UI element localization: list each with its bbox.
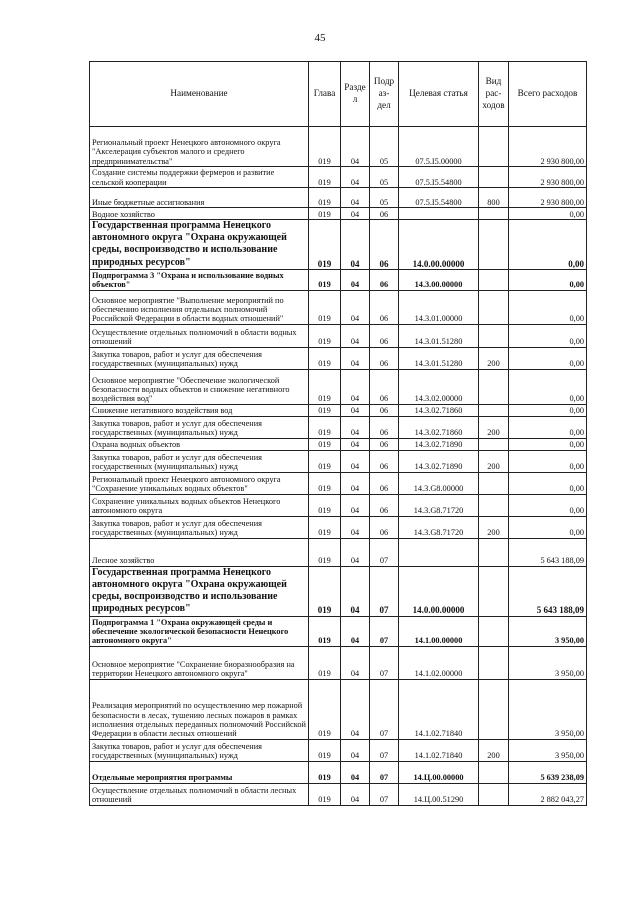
row-name: Государственная программа Ненецкого автономного округа "Охрана окружающей среды, воспроизводство и использование природных ресурсов"	[90, 220, 309, 270]
row-chapter: 019	[309, 566, 341, 616]
row-chapter: 019	[309, 324, 341, 347]
row-section: 04	[341, 416, 370, 438]
row-total: 0,00	[509, 472, 587, 494]
row-chapter: 019	[309, 188, 341, 208]
table-row	[90, 761, 587, 783]
row-subsection: 06	[370, 347, 399, 369]
table-row	[90, 494, 587, 516]
table-row	[90, 324, 587, 347]
row-total: 0,00	[509, 208, 587, 220]
row-subsection: 06	[370, 516, 399, 538]
row-section: 04	[341, 188, 370, 208]
row-expense-type	[479, 783, 509, 805]
row-target: 14.0.00.00000	[399, 220, 479, 270]
row-target: 07.5.I5.00000	[399, 127, 479, 167]
row-name: Лесное хозяйство	[90, 538, 309, 566]
row-subsection: 06	[370, 290, 399, 324]
row-subsection: 06	[370, 269, 399, 290]
row-target: 14.3.01.51280	[399, 347, 479, 369]
row-subsection: 06	[370, 369, 399, 404]
row-name: Водное хозяйство	[90, 208, 309, 220]
row-total: 0,00	[509, 324, 587, 347]
row-section: 04	[341, 761, 370, 783]
row-chapter: 019	[309, 538, 341, 566]
row-target: 14.3.02.71890	[399, 438, 479, 450]
row-chapter: 019	[309, 783, 341, 805]
row-chapter: 019	[309, 347, 341, 369]
row-total: 3 950,00	[509, 739, 587, 761]
header-name: Наименование	[90, 62, 309, 127]
row-section: 04	[341, 269, 370, 290]
row-subsection: 05	[370, 167, 399, 188]
row-target: 14.1.02.71840	[399, 679, 479, 739]
row-name: Государственная программа Ненецкого автономного округа "Охрана окружающей среды, воспроизводство и использование природных ресурсов"	[90, 566, 309, 616]
row-expense-type	[479, 369, 509, 404]
row-section: 04	[341, 739, 370, 761]
row-section: 04	[341, 127, 370, 167]
table-row	[90, 167, 587, 188]
row-subsection: 07	[370, 761, 399, 783]
row-expense-type	[479, 616, 509, 646]
row-section: 04	[341, 566, 370, 616]
row-expense-type	[479, 290, 509, 324]
table-row	[90, 472, 587, 494]
row-name: Сохранение уникальных водных объектов Ненецкого автономного округа	[90, 494, 309, 516]
row-section: 04	[341, 220, 370, 270]
row-section: 04	[341, 324, 370, 347]
row-target: 14.3.G8.00000	[399, 472, 479, 494]
row-total: 3 950,00	[509, 616, 587, 646]
row-section: 04	[341, 208, 370, 220]
row-target	[399, 208, 479, 220]
row-expense-type	[479, 646, 509, 679]
row-expense-type: 800	[479, 188, 509, 208]
table-body	[90, 127, 587, 806]
row-target: 14.3.01.00000	[399, 290, 479, 324]
row-name: Основное мероприятие "Сохранение биоразнообразия на территории Ненецкого автономного округа"	[90, 646, 309, 679]
row-name: Создание системы поддержки фермеров и развитие сельской кооперации	[90, 167, 309, 188]
header-section: Разде л	[341, 62, 370, 127]
row-total: 0,00	[509, 369, 587, 404]
row-expense-type: 200	[479, 516, 509, 538]
row-section: 04	[341, 646, 370, 679]
table-row	[90, 369, 587, 404]
row-total: 0,00	[509, 290, 587, 324]
row-total: 2 930 800,00	[509, 127, 587, 167]
row-subsection: 05	[370, 188, 399, 208]
row-chapter: 019	[309, 646, 341, 679]
row-total: 0,00	[509, 347, 587, 369]
row-expense-type	[479, 566, 509, 616]
row-target	[399, 538, 479, 566]
row-section: 04	[341, 404, 370, 416]
row-name: Осуществление отдельных полномочий в области лесных отношений	[90, 783, 309, 805]
row-subsection: 06	[370, 220, 399, 270]
row-target: 07.5.I5.54800	[399, 167, 479, 188]
header-target-article: Целевая статья	[399, 62, 479, 127]
row-subsection: 07	[370, 679, 399, 739]
budget-table	[89, 61, 587, 806]
row-subsection: 06	[370, 438, 399, 450]
row-section: 04	[341, 616, 370, 646]
row-section: 04	[341, 167, 370, 188]
row-total: 0,00	[509, 269, 587, 290]
row-subsection: 07	[370, 646, 399, 679]
row-target: 14.1.02.00000	[399, 646, 479, 679]
table-row	[90, 646, 587, 679]
table-row	[90, 347, 587, 369]
row-name: Закупка товаров, работ и услуг для обеспечения государственных (муниципальных) нужд	[90, 516, 309, 538]
row-subsection: 07	[370, 616, 399, 646]
row-expense-type	[479, 679, 509, 739]
row-total: 2 882 043,27	[509, 783, 587, 805]
row-expense-type	[479, 324, 509, 347]
row-expense-type	[479, 127, 509, 167]
row-target: 14.3.G8.71720	[399, 516, 479, 538]
row-total: 3 950,00	[509, 646, 587, 679]
table-row	[90, 290, 587, 324]
row-chapter: 019	[309, 679, 341, 739]
row-subsection: 06	[370, 208, 399, 220]
table-row	[90, 127, 587, 167]
row-total: 2 930 800,00	[509, 188, 587, 208]
row-chapter: 019	[309, 739, 341, 761]
row-target: 14.3.02.71860	[399, 416, 479, 438]
row-target: 14.1.00.00000	[399, 616, 479, 646]
row-target: 14.3.00.00000	[399, 269, 479, 290]
row-expense-type	[479, 494, 509, 516]
row-name: Закупка товаров, работ и услуг для обеспечения государственных (муниципальных) нужд	[90, 739, 309, 761]
row-target: 14.Ц.00.00000	[399, 761, 479, 783]
row-section: 04	[341, 450, 370, 472]
row-total: 5 643 188,09	[509, 566, 587, 616]
row-subsection: 06	[370, 494, 399, 516]
row-name: Реализация мероприятий по осуществлению мер пожарной безопасности в лесах, тушению лесных пожаров в рамках исполнения отдельных переданных полномочий Российской Федерации в области лесных отношений	[90, 679, 309, 739]
table-row	[90, 269, 587, 290]
row-total: 5 643 188,09	[509, 538, 587, 566]
row-subsection: 05	[370, 127, 399, 167]
row-subsection: 07	[370, 739, 399, 761]
row-name: Основное мероприятие "Выполнение мероприятий по обеспечению исполнения отдельных полномочий Российской Федерации в области водных отношений"	[90, 290, 309, 324]
header-chapter: Глава	[309, 62, 341, 127]
row-section: 04	[341, 438, 370, 450]
row-expense-type	[479, 438, 509, 450]
row-target: 14.3.02.71890	[399, 450, 479, 472]
table-row	[90, 416, 587, 438]
row-chapter: 019	[309, 290, 341, 324]
row-total: 0,00	[509, 516, 587, 538]
row-total: 0,00	[509, 450, 587, 472]
row-target: 14.1.02.71840	[399, 739, 479, 761]
table-row	[90, 739, 587, 761]
row-section: 04	[341, 679, 370, 739]
row-name: Закупка товаров, работ и услуг для обеспечения государственных (муниципальных) нужд	[90, 450, 309, 472]
row-target: 14.3.02.00000	[399, 369, 479, 404]
row-chapter: 019	[309, 761, 341, 783]
row-chapter: 019	[309, 450, 341, 472]
row-expense-type: 200	[479, 347, 509, 369]
row-total: 0,00	[509, 438, 587, 450]
table-row	[90, 404, 587, 416]
row-chapter: 019	[309, 208, 341, 220]
row-section: 04	[341, 472, 370, 494]
row-chapter: 019	[309, 167, 341, 188]
row-chapter: 019	[309, 220, 341, 270]
row-name: Отдельные мероприятия программы	[90, 761, 309, 783]
table-row	[90, 566, 587, 616]
row-section: 04	[341, 290, 370, 324]
row-name: Закупка товаров, работ и услуг для обеспечения государственных (муниципальных) нужд	[90, 416, 309, 438]
row-expense-type	[479, 269, 509, 290]
row-subsection: 06	[370, 472, 399, 494]
row-name: Подпрограмма 1 "Охрана окружающей среды и обеспечение экологической безопасности Ненецкого автономного округа"	[90, 616, 309, 646]
row-subsection: 06	[370, 450, 399, 472]
table-row	[90, 783, 587, 805]
row-total: 2 930 800,00	[509, 167, 587, 188]
table-row	[90, 616, 587, 646]
table-row	[90, 516, 587, 538]
table-row	[90, 438, 587, 450]
table-row	[90, 450, 587, 472]
row-total: 0,00	[509, 404, 587, 416]
row-subsection: 06	[370, 404, 399, 416]
row-chapter: 019	[309, 416, 341, 438]
row-chapter: 019	[309, 438, 341, 450]
header-total-expenses: Всего расходов	[509, 62, 587, 127]
table-row	[90, 220, 587, 270]
row-name: Региональный проект Ненецкого автономного округа "Сохранение уникальных водных объектов"	[90, 472, 309, 494]
row-name: Иные бюджетные ассигнования	[90, 188, 309, 208]
row-target: 14.Ц.00.51290	[399, 783, 479, 805]
row-name: Подпрограмма 3 "Охрана и использование водных объектов"	[90, 269, 309, 290]
row-expense-type: 200	[479, 739, 509, 761]
row-subsection: 07	[370, 783, 399, 805]
row-chapter: 019	[309, 369, 341, 404]
row-section: 04	[341, 538, 370, 566]
row-expense-type	[479, 220, 509, 270]
row-section: 04	[341, 494, 370, 516]
table-row	[90, 188, 587, 208]
row-total: 3 950,00	[509, 679, 587, 739]
row-expense-type	[479, 538, 509, 566]
row-expense-type	[479, 472, 509, 494]
row-section: 04	[341, 783, 370, 805]
row-chapter: 019	[309, 494, 341, 516]
row-name: Снижение негативного воздействия вод	[90, 404, 309, 416]
table-header-row	[90, 62, 587, 127]
row-name: Закупка товаров, работ и услуг для обеспечения государственных (муниципальных) нужд	[90, 347, 309, 369]
row-subsection: 06	[370, 324, 399, 347]
row-total: 5 639 238,09	[509, 761, 587, 783]
row-chapter: 019	[309, 127, 341, 167]
row-target: 14.3.02.71860	[399, 404, 479, 416]
header-subsection: Подр аз- дел	[370, 62, 399, 127]
header-expense-type: Вид рас- ходов	[479, 62, 509, 127]
table-row	[90, 679, 587, 739]
row-target: 07.5.I5.54800	[399, 188, 479, 208]
row-section: 04	[341, 347, 370, 369]
row-name: Региональный проект Ненецкого автономного округа "Акселерация субъектов малого и среднего предпринимательства"	[90, 127, 309, 167]
row-chapter: 019	[309, 404, 341, 416]
row-subsection: 07	[370, 538, 399, 566]
row-section: 04	[341, 369, 370, 404]
row-total: 0,00	[509, 416, 587, 438]
row-total: 0,00	[509, 494, 587, 516]
row-target: 14.3.G8.71720	[399, 494, 479, 516]
row-total: 0,00	[509, 220, 587, 270]
row-subsection: 07	[370, 566, 399, 616]
row-target: 14.3.01.51280	[399, 324, 479, 347]
page-number: 45	[314, 32, 326, 44]
row-expense-type	[479, 404, 509, 416]
row-expense-type	[479, 208, 509, 220]
row-expense-type: 200	[479, 416, 509, 438]
row-name: Охрана водных объектов	[90, 438, 309, 450]
table-row	[90, 538, 587, 566]
row-section: 04	[341, 516, 370, 538]
row-expense-type	[479, 167, 509, 188]
row-expense-type	[479, 761, 509, 783]
row-chapter: 019	[309, 616, 341, 646]
row-target: 14.0.00.00000	[399, 566, 479, 616]
row-name: Осуществление отдельных полномочий в области водных отношений	[90, 324, 309, 347]
row-chapter: 019	[309, 516, 341, 538]
row-expense-type: 200	[479, 450, 509, 472]
row-chapter: 019	[309, 472, 341, 494]
row-subsection: 06	[370, 416, 399, 438]
table-row	[90, 208, 587, 220]
row-chapter: 019	[309, 269, 341, 290]
row-name: Основное мероприятие "Обеспечение экологической безопасности водных объектов и снижение негативного воздействия вод"	[90, 369, 309, 404]
